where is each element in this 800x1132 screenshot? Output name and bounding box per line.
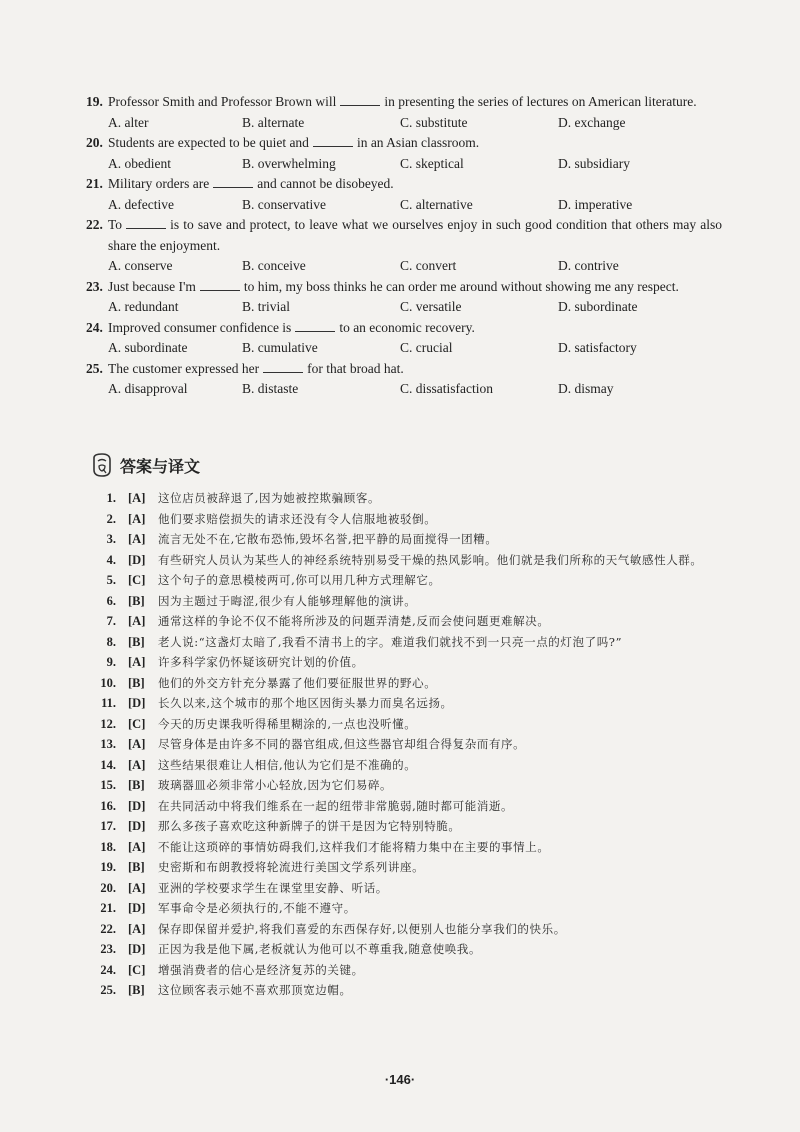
questions-list [86,92,722,400]
option-a: A. alter [108,114,149,130]
option-a: A. disapproval [108,381,188,396]
answer-translation: 因为主题过于晦涩,很少有人能够理解他的演讲。 [158,593,417,608]
option-c: C. convert [400,258,457,273]
answer-blank [340,93,380,106]
question-number: 21. [86,176,103,191]
answer-translation: 他们要求赔偿损失的请求还没有令人信服地被驳倒。 [158,511,437,526]
option-c: C. dissatisfaction [400,381,493,396]
answer-row [96,632,716,653]
option-c: C. substitute [400,114,468,130]
question-options [108,195,722,216]
option-d: D. contrive [558,258,619,273]
option-d: D. subsidiary [558,155,630,171]
question-number: 22. [86,217,103,232]
answer-key: [C] [128,573,146,587]
answer-number: 9. [106,655,116,669]
question-options [108,113,722,134]
answer-row [96,755,716,776]
question-stem: Military orders are and cannot be disobeyed. [108,176,394,191]
answer-translation: 增强消费者的信心是经济复苏的关键。 [158,962,364,977]
answer-row [96,796,716,817]
question-number: 24. [86,319,103,335]
answer-row [96,816,716,837]
answer-number: 17. [100,819,116,833]
question-options [108,297,722,318]
question-options [108,379,722,400]
answer-translation: 长久以来,这个城市的那个地区因街头暴力而臭名远扬。 [158,696,453,710]
question-item [86,92,722,133]
answer-row [96,570,716,591]
answer-row [96,693,716,714]
answer-number: 4. [106,552,116,567]
answer-row [96,673,716,694]
option-b: B. conservative [242,196,326,212]
answer-translation: 这个句子的意思模棱两可,你可以用几种方式理解它。 [158,573,441,587]
option-c: C. crucial [400,340,453,355]
option-b: B. conceive [242,258,306,273]
answer-key: [A] [128,511,146,526]
page-number: ·146· [384,1072,416,1087]
answers-section-header [90,452,200,478]
answer-translation: 军事命令是必须执行的,不能不遵守。 [158,901,356,915]
question-item [86,359,722,400]
answer-number: 7. [106,614,116,628]
answer-translation: 亚洲的学校要求学生在课堂里安静、听话。 [158,880,388,895]
question-item [86,277,722,318]
answer-key: [A] [128,839,146,854]
option-b: B. alternate [242,114,305,130]
question-number: 25. [86,360,103,376]
answer-row [96,734,716,755]
option-b: B. trivial [242,299,290,314]
answer-number: 20. [100,880,116,895]
answer-row [96,714,716,735]
answer-key: [D] [128,696,146,710]
answer-key: [C] [128,962,146,977]
answer-number: 8. [106,634,116,649]
answer-key: [A] [128,880,146,895]
answer-number: 14. [100,757,116,772]
answer-icon [90,452,114,478]
question-item [86,174,722,215]
answer-translation: 尽管身体是由许多不同的器官组成,但这些器官却组合得复杂而有序。 [158,737,526,751]
answer-row [96,591,716,612]
answer-number: 5. [106,573,116,587]
answer-blank [200,278,240,291]
answer-row [96,652,716,673]
answer-translation: 通常这样的争论不仅不能将所涉及的问题弄清楚,反而会使问题更难解决。 [158,614,550,628]
answer-number: 11. [101,696,116,710]
answer-translation: 流言无处不在,它散布恐怖,毁坏名誉,把平静的局面搅得一团糟。 [158,532,498,546]
answer-translation: 正因为我是他下属,老板就认为他可以不尊重我,随意使唤我。 [158,942,482,956]
answer-number: 10. [100,675,116,690]
option-a: A. subordinate [108,340,188,355]
answer-translation: 这位店员被辞退了,因为她被控欺骗顾客。 [158,491,381,505]
answer-key: [C] [128,716,146,731]
answer-translation: 不能让这琐碎的事情妨碍我们,这样我们才能将精力集中在主要的事情上。 [158,839,550,854]
question-number: 23. [86,278,103,294]
option-c: C. versatile [400,299,462,314]
answer-translation: 许多科学家仍怀疑该研究计划的价值。 [158,655,364,669]
option-a: A. redundant [108,299,179,314]
answer-key: [A] [128,491,146,505]
answer-translation: 老人说:“这盏灯太暗了,我看不清书上的字。难道我们就找不到一只亮一点的灯泡了吗?” [158,634,623,649]
answer-blank [126,216,166,229]
answer-translation: 玻璃器皿必须非常小心轻放,因为它们易碎。 [158,778,393,792]
answer-row [96,939,716,960]
answer-number: 3. [106,532,116,546]
answer-number: 24. [100,962,116,977]
answer-number: 12. [100,716,116,731]
answer-blank [213,175,253,188]
answer-key: [B] [128,593,145,608]
section-title: 答案与译文 [120,456,201,476]
answer-key: [D] [128,552,146,567]
option-d: D. imperative [558,196,633,212]
answer-translation: 这些结果很难让人相信,他认为它们是不准确的。 [158,757,417,772]
answers-list [96,488,716,1001]
answer-key: [A] [128,532,146,546]
answer-number: 21. [100,901,116,915]
option-c: C. skeptical [400,155,464,171]
answer-row [96,919,716,940]
answer-row [96,960,716,981]
answer-row [96,550,716,571]
option-a: A. defective [108,196,174,212]
answer-number: 2. [106,511,116,526]
answer-number: 6. [106,593,116,608]
answer-key: [D] [128,942,146,956]
answer-key: [D] [128,798,146,813]
option-b: B. overwhelming [242,155,336,171]
answer-row [96,857,716,878]
answer-row [96,898,716,919]
answer-row [96,980,716,1001]
answer-translation: 有些研究人员认为某些人的神经系统特别易受干燥的热风影响。他们就是我们所称的天气敏感性人群。 [158,552,703,567]
option-c: C. alternative [400,196,473,212]
answer-translation: 史密斯和布朗教授将轮流进行美国文学系列讲座。 [158,860,425,874]
option-d: D. dismay [558,381,614,396]
option-d: D. satisfactory [558,340,637,355]
answer-number: 25. [100,983,116,997]
answer-row [96,878,716,899]
answer-number: 16. [100,798,116,813]
answer-blank [313,134,353,147]
option-a: A. conserve [108,258,173,273]
question-item [86,133,722,174]
answer-translation: 这位顾客表示她不喜欢那顶宽边帽。 [158,983,352,997]
question-options [108,256,722,277]
answer-translation: 今天的历史课我听得稀里糊涂的,一点也没听懂。 [158,716,417,731]
answer-number: 19. [100,860,116,874]
answer-key: [B] [128,860,145,874]
answer-key: [D] [128,819,146,833]
answer-key: [A] [128,757,146,772]
answer-key: [B] [128,634,145,649]
answer-blank [295,319,335,332]
question-options [108,338,722,359]
answer-blank [263,360,303,373]
answer-row [96,775,716,796]
question-stem: Students are expected to be quiet and in an Asian classroom. [108,135,480,150]
answer-number: 18. [100,839,116,854]
question-stem: Just because I'm to him, my boss thinks he can order me around without showing me any respect. [108,278,679,294]
question-number: 19. [86,94,103,109]
answer-row [96,509,716,530]
answer-key: [B] [128,983,145,997]
option-b: B. cumulative [242,340,318,355]
answer-translation: 他们的外交方针充分暴露了他们要征服世界的野心。 [158,675,437,690]
answer-number: 13. [100,737,116,751]
option-d: D. exchange [558,114,626,130]
option-b: B. distaste [242,381,299,396]
answer-key: [A] [128,737,146,751]
answer-key: [A] [128,655,146,669]
answer-row [96,529,716,550]
option-d: D. subordinate [558,299,638,314]
question-item [86,215,722,277]
answer-translation: 那么多孩子喜欢吃这种新牌子的饼干是因为它特别特脆。 [158,819,461,833]
question-stem: The customer expressed her for that broad hat. [108,360,404,376]
answer-key: [B] [128,778,145,792]
answer-key: [A] [128,614,146,628]
answer-row [96,611,716,632]
answer-number: 1. [106,491,116,505]
question-number: 20. [86,135,103,150]
answer-translation: 在共同活动中将我们维系在一起的纽带非常脆弱,随时都可能消逝。 [158,798,514,813]
answer-translation: 保存即保留并爱护,将我们喜爱的东西保存好,以便别人也能分享我们的快乐。 [158,921,566,936]
answer-row [96,837,716,858]
question-options [108,154,722,175]
answer-number: 23. [100,942,116,956]
question-stem: To is to save and protect, to leave what we ourselves enjoy in such good condition that others may also share the enjoyment. [108,217,722,253]
answer-key: [A] [128,921,146,936]
option-a: A. obedient [108,155,171,171]
question-stem: Professor Smith and Professor Brown will in presenting the series of lectures on American literature. [108,94,697,109]
question-stem: Improved consumer confidence is to an economic recovery. [108,319,475,335]
answer-row [96,488,716,509]
answer-number: 22. [100,921,116,936]
answer-key: [D] [128,901,146,915]
question-item [86,318,722,359]
answer-key: [B] [128,675,145,690]
answer-number: 15. [100,778,116,792]
